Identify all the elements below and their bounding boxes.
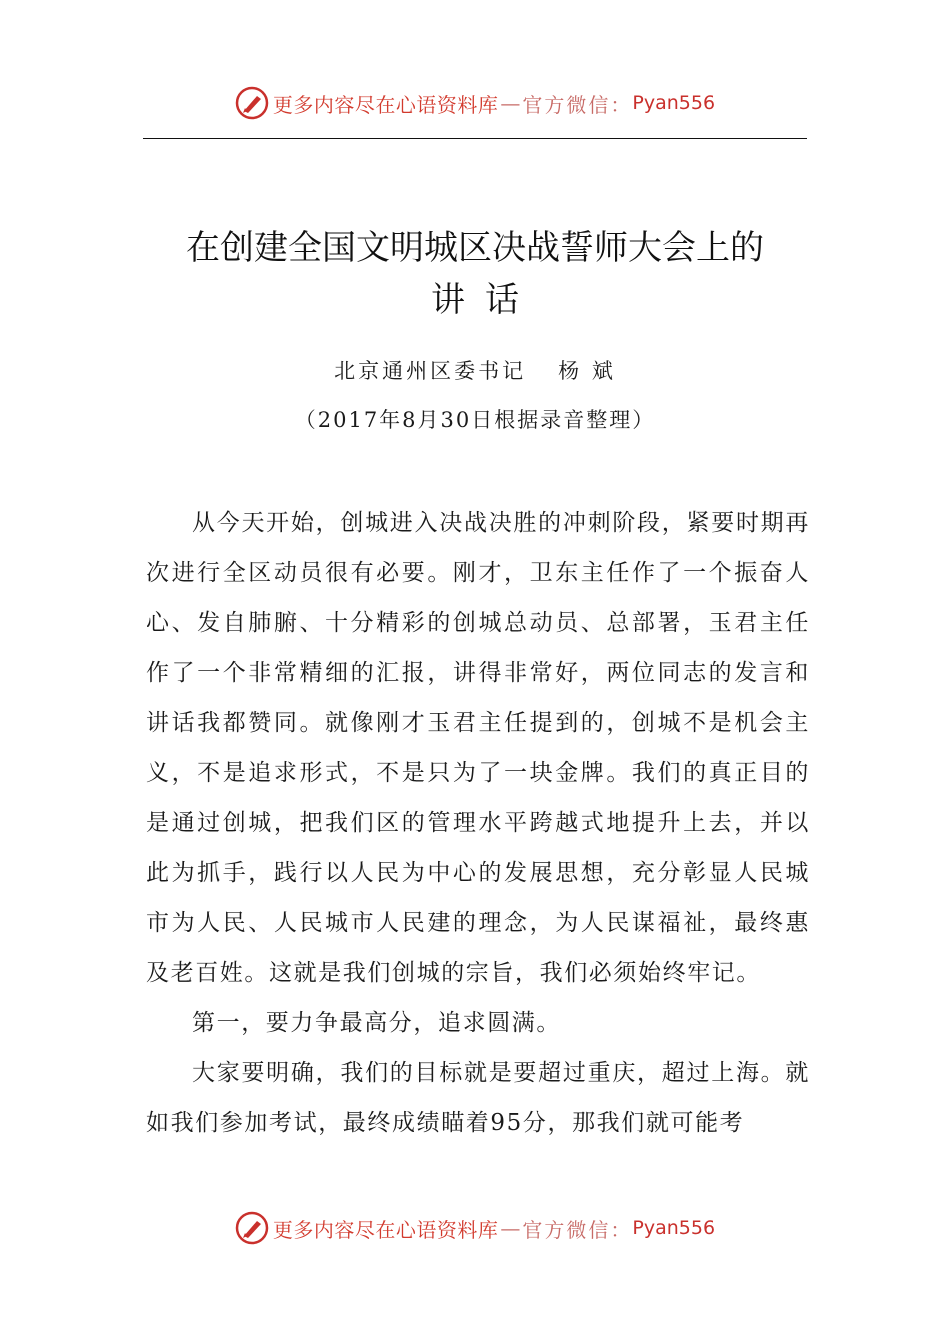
document-body: [146, 498, 810, 1148]
paragraph: 第一，要力争最高分，追求圆满。: [192, 1010, 561, 1036]
banner-dash: —: [500, 1216, 521, 1240]
title-line-2: 讲话: [431, 280, 539, 320]
pen-logo-icon: [235, 1211, 269, 1245]
date-note: （2017年8月30日根据录音整理）: [294, 408, 656, 432]
banner-wechat-id: Pyan556: [632, 92, 716, 114]
header-banner: [0, 83, 950, 123]
paragraph: 大家要明确，我们的目标就是要超过重庆，超过上海。就如我们参加考试，最终成绩瞄着95分，那我们就可能考: [146, 1060, 810, 1136]
author-line: [0, 355, 950, 385]
header-rule: [143, 138, 807, 139]
footer-banner: [0, 1208, 950, 1248]
title-line-1: 在创建全国文明城区决战誓师大会上的: [186, 228, 764, 268]
banner-dash: —: [500, 91, 521, 115]
author-title: 北京通州区委书记: [334, 359, 527, 383]
banner-wechat-label: 官方微信：: [522, 92, 633, 117]
banner-site-name: 更多内容尽在心语资料库: [272, 1217, 499, 1242]
banner-wechat-label: 官方微信：: [522, 1217, 633, 1242]
document-title: [0, 222, 950, 326]
banner-site-name: 更多内容尽在心语资料库: [272, 92, 499, 117]
paragraph: 从今天开始，创城进入决战决胜的冲刺阶段，紧要时期再次进行全区动员很有必要。刚才，卫东主任作了一个振奋人心、发自肺腑、十分精彩的创城总动员、总部署，玉君主任作了一个非常精细的汇报，讲得非常好，两位同志的发言和讲话我都赞同。就像刚才玉君主任提到的，创城不是机会主义，不是追求形式，不是只为了一块金牌。我们的真正目的是通过创城，把我们区的管理水平跨越式地提升上去，并以此为抓手，践行以人民为中心的发展思想，充分彰显人民城市为人民、人民城市人民建的理念，为人民谋福祉，最终惠及老百姓。这就是我们创城的宗旨，我们必须始终牢记。: [146, 510, 810, 986]
banner-wechat-id: Pyan556: [632, 1217, 716, 1239]
author-name: 杨 斌: [558, 359, 616, 383]
pen-logo-icon: [235, 86, 269, 120]
